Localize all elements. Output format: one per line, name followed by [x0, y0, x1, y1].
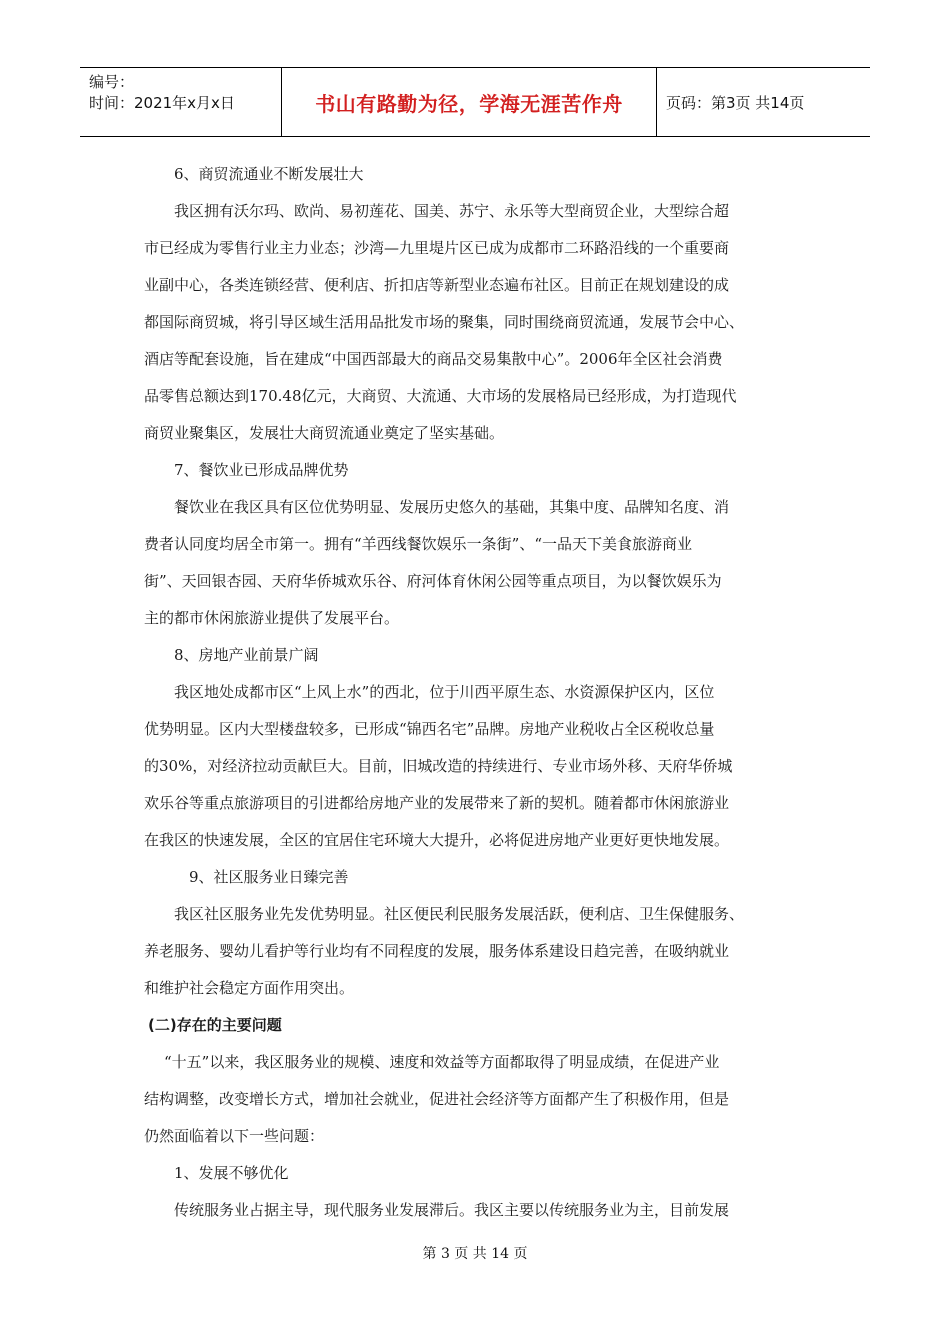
document-date: 时间：2021年x月x日 [89, 94, 235, 112]
text-line: 都国际商贸城，将引导区域生活用品批发市场的聚集，同时围绕商贸流通，发展节会中心、 [144, 313, 745, 331]
header-meta [80, 68, 282, 136]
section-heading-problems: (二)存在的主要问题 [148, 1016, 282, 1034]
paragraph-development [144, 1192, 816, 1229]
text-line: 我区拥有沃尔玛、欧尚、易初莲花、国美、苏宁、永乐等大型商贸企业，大型综合超 [174, 202, 730, 220]
text-line: 在我区的快速发展，全区的宜居住宅环境大大提升，必将促进房地产业更好更快地发展。 [144, 831, 730, 849]
text-line: 街”、天回银杏园、天府华侨城欢乐谷、府河体育休闲公园等重点项目，为以餐饮娱乐为 [144, 572, 722, 590]
heading-commerce: 6、商贸流通业不断发展壮大 [174, 165, 364, 183]
text-line: 养老服务、婴幼儿看护等行业均有不同程度的发展，服务体系建设日趋完善，在吸纳就业 [144, 942, 730, 960]
paragraph-real-estate [144, 674, 816, 859]
header-page-info: 页码：第3页 共14页 [666, 93, 805, 112]
text-line: 餐饮业在我区具有区位优势明显、发展历史悠久的基础，其集中度、品牌知名度、消 [174, 498, 730, 516]
heading-community: 9、社区服务业日臻完善 [189, 868, 349, 886]
paragraph-catering [144, 489, 816, 637]
text-line: 欢乐谷等重点旅游项目的引进都给房地产业的发展带来了新的契机。随着都市休闲旅游业 [144, 794, 730, 812]
text-line: 仍然面临着以下一些问题： [144, 1127, 325, 1145]
text-line: 品零售总额达到170.48亿元，大商贸、大流通、大市场的发展格局已经形成，为打造现代 [144, 387, 737, 405]
text-line: “十五”以来，我区服务业的规模、速度和效益等方面都取得了明显成绩，在促进产业 [164, 1053, 720, 1071]
text-line: 优势明显。区内大型楼盘较多，已形成“锦西名宅”品牌。房地产业税收占全区税收总量 [144, 720, 715, 738]
text-line: 市已经成为零售行业主力业态；沙湾—九里堤片区已成为成都市二环路沿线的一个重要商 [144, 239, 730, 257]
paragraph-problems-intro [144, 1044, 816, 1155]
text-line: 我区地处成都市区“上风上水”的西北，位于川西平原生态、水资源保护区内，区位 [174, 683, 715, 701]
text-line: 主的都市休闲旅游业提供了发展平台。 [144, 609, 400, 627]
paragraph-commerce [144, 193, 816, 452]
page-footer: 第 3 页 共 14 页 [422, 1246, 528, 1262]
page-header [80, 67, 870, 137]
text-line: 业副中心，各类连锁经营、便利店、折扣店等新型业态遍布社区。目前正在规划建设的成 [144, 276, 730, 294]
header-motto: 书山有路勤为径，学海无涯苦作舟 [282, 68, 657, 136]
text-line: 我区社区服务业先发优势明显。社区便民利民服务发展活跃，便利店、卫生保健服务、 [174, 905, 745, 923]
text-line: 酒店等配套设施，旨在建成“中国西部最大的商品交易集散中心”。2006年全区社会消费 [144, 350, 723, 368]
text-line: 和维护社会稳定方面作用突出。 [144, 979, 355, 997]
text-line: 传统服务业占据主导，现代服务业发展滞后。我区主要以传统服务业为主，目前发展 [174, 1201, 730, 1219]
paragraph-community [144, 896, 816, 1007]
text-line: 结构调整，改变增长方式，增加社会就业，促进社会经济等方面都产生了积极作用，但是 [144, 1090, 730, 1108]
document-body [144, 156, 816, 1229]
heading-development: 1、发展不够优化 [174, 1164, 289, 1182]
text-line: 商贸业聚集区，发展壮大商贸流通业奠定了坚实基础。 [144, 424, 505, 442]
document-number: 编号： [89, 73, 135, 91]
text-line: 的30%，对经济拉动贡献巨大。目前，旧城改造的持续进行、专业市场外移、天府华侨城 [144, 757, 733, 775]
text-line: 费者认同度均居全市第一。拥有“羊西线餐饮娱乐一条街”、“一品天下美食旅游商业 [144, 535, 693, 553]
heading-real-estate: 8、房地产业前景广阔 [174, 646, 319, 664]
heading-catering: 7、餐饮业已形成品牌优势 [174, 461, 349, 479]
